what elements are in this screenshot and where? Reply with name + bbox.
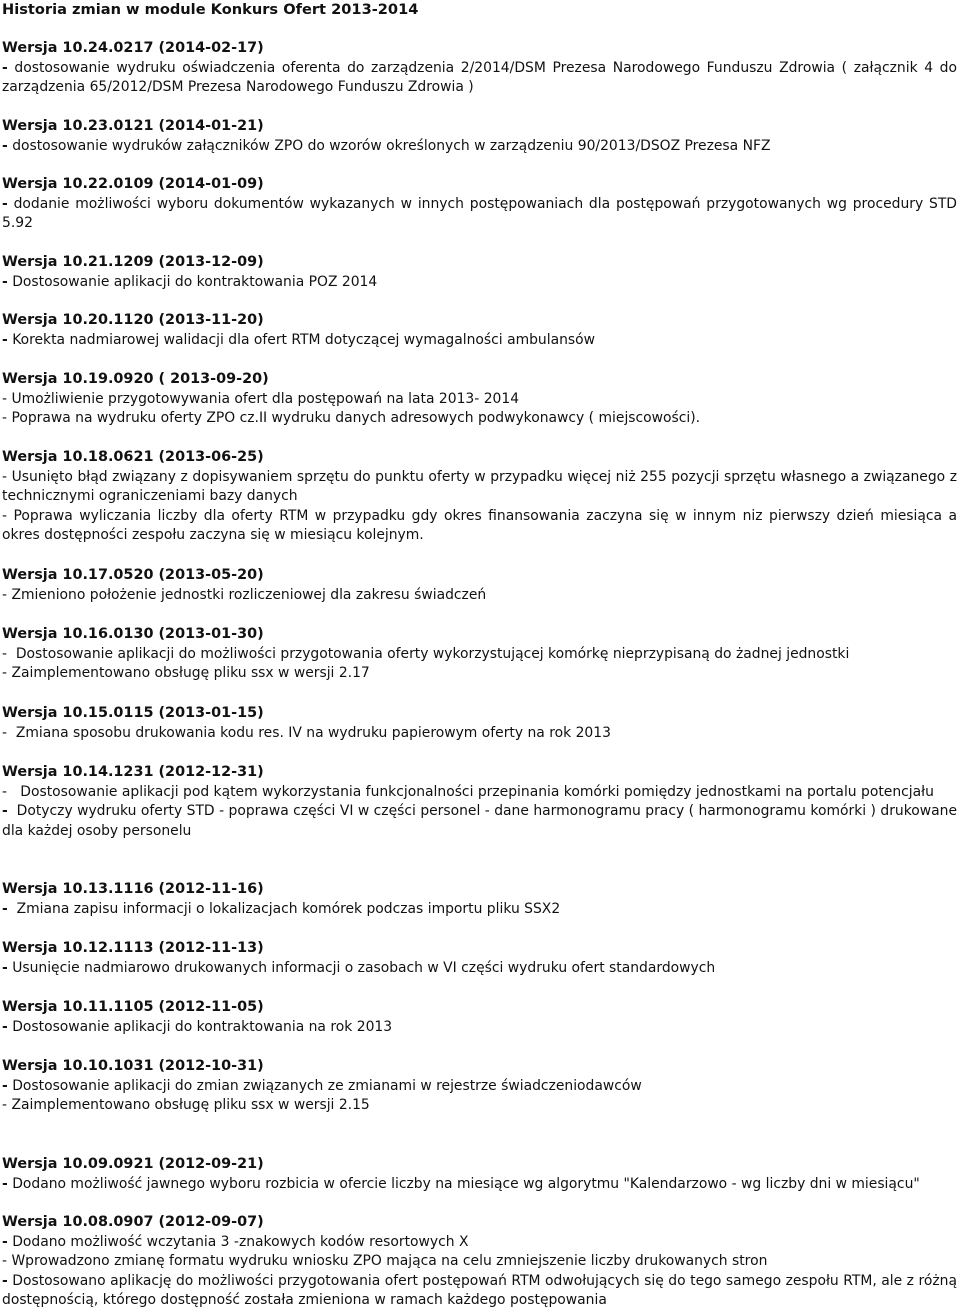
version-heading: Wersja 10.16.0130 (2013-01-30) <box>2 626 264 642</box>
version-block <box>2 253 957 292</box>
change-text: Dostosowanie aplikacji do zmian związanych ze zmianami w rejestrze świadczeniodawców <box>12 1077 642 1094</box>
change-text: Zaimplementowano obsługę pliku ssx w wersji 2.15 <box>11 1097 370 1113</box>
version-block <box>2 175 957 234</box>
change-item: - Dodano możliwość wczytania 3 -znakowych kodów resortowych X <box>2 1233 469 1250</box>
version-block <box>2 998 957 1037</box>
change-text: Dodano możliwość jawnego wyboru rozbicia w ofercie liczby na miesiące wg algorytmu "Kalendarzowo - wg liczby dni w miesiącu" <box>12 1175 920 1192</box>
change-text: Dostosowanie aplikacji do kontraktowania POZ 2014 <box>12 273 378 290</box>
change-text: Zmieniono położenie jednostki rozliczeniowej dla zakresu świadczeń <box>11 586 487 603</box>
version-block <box>2 370 957 429</box>
version-heading: Wersja 10.23.0121 (2014-01-21) <box>2 118 264 134</box>
version-block <box>2 448 957 546</box>
version-heading: Wersja 10.19.0920 ( 2013-09-20) <box>2 371 269 387</box>
change-item: - Usunięcie nadmiarowo drukowanych informacji o zasobach w VI części wydruku ofert standardowych <box>2 959 716 976</box>
change-text: Wprowadzono zmianę formatu wydruku wniosku ZPO mająca na celu zmniejszenie liczby drukowanych stron <box>11 1253 768 1269</box>
change-text: Poprawa wyliczania liczby dla oferty RTM w przypadku gdy okres finansowania zaczyna się w innym niz pierwszy dzień miesiąca a okres dostępności zespołu zaczyna się w miesiącu kolejnym. <box>2 507 957 543</box>
change-item: - dostosowanie wydruku oświadczenia oferenta do zarządzenia 2/2014/DSM Prezesa Narodowego Funduszu Zdrowia ( załącznik 4 do zarządzenia 65/2012/DSM Prezesa Narodowego Funduszu Zdrowia ) <box>2 59 957 95</box>
change-text: Dostosowanie aplikacji do kontraktowania na rok 2013 <box>12 1018 393 1035</box>
change-item: - Zmiana sposobu drukowania kodu res. IV na wydruku papierowym oferty na rok 2013 <box>2 724 611 741</box>
version-heading: Wersja 10.24.0217 (2014-02-17) <box>2 40 264 56</box>
version-heading: Wersja 10.22.0109 (2014-01-09) <box>2 176 264 192</box>
change-text: dostosowanie wydruku oświadczenia oferenta do zarządzenia 2/2014/DSM Prezesa Narodowego Funduszu Zdrowia ( załącznik 4 do zarządzenia 65/2012/DSM Prezesa Narodowego Funduszu Zdrowia ) <box>2 59 957 95</box>
version-block <box>2 39 957 98</box>
change-text: Zmiana sposobu drukowania kodu res. IV na wydruku papierowym oferty na rok 2013 <box>15 724 611 741</box>
change-item: - Umożliwienie przygotowywania ofert dla postępowań na lata 2013- 2014 <box>2 390 520 407</box>
change-item: - Dotyczy wydruku oferty STD - poprawa części VI w części personel - dane harmonogramu pracy ( harmonogramu komórki ) drukowane dla każdej osoby personelu <box>2 803 957 839</box>
change-text: Zaimplementowano obsługę pliku ssx w wersji 2.17 <box>11 665 370 681</box>
change-item: - Dostosowano aplikację do możliwości przygotowania ofert postępowań RTM odwołujących się do tego samego zespołu RTM, ale z różną dostępnością, którego dostępność została zmieniona w ramach każdego postępowania <box>2 1272 957 1308</box>
version-heading: Wersja 10.11.1105 (2012-11-05) <box>2 999 264 1015</box>
version-block <box>2 763 957 841</box>
change-text: Dostosowanie aplikacji pod kątem wykorzystania funkcjonalności przepinania komórki pomiędzy jednostkami na portalu potencjału <box>20 783 934 800</box>
change-item: - Wprowadzono zmianę formatu wydruku wniosku ZPO mająca na celu zmniejszenie liczby drukowanych stron <box>2 1253 768 1269</box>
version-heading: Wersja 10.21.1209 (2013-12-09) <box>2 254 264 270</box>
version-heading: Wersja 10.14.1231 (2012-12-31) <box>2 764 264 780</box>
version-heading: Wersja 10.15.0115 (2013-01-15) <box>2 705 264 721</box>
change-item: - dostosowanie wydruków załączników ZPO do wzorów określonych w zarządzeniu 90/2013/DSOZ Prezesa NFZ <box>2 137 771 154</box>
change-text: dodanie możliwości wyboru dokumentów wykazanych w innych postępowaniach dla postępowań przygotowanych wg procedury STD 5.92 <box>2 195 958 231</box>
version-heading: Wersja 10.09.0921 (2012-09-21) <box>2 1156 264 1172</box>
change-text: Dotyczy wydruku oferty STD - poprawa części VI w części personel - dane harmonogramu pracy ( harmonogramu komórki ) drukowane dla każdej osoby personelu <box>2 803 957 839</box>
version-heading: Wersja 10.18.0621 (2013-06-25) <box>2 449 264 465</box>
document-title: Historia zmian w module Konkurs Ofert 2013-2014 <box>2 1 419 18</box>
version-block <box>2 566 957 605</box>
change-text: Dodano możliwość wczytania 3 -znakowych kodów resortowych X <box>12 1233 469 1250</box>
change-item: - Dostosowanie aplikacji do kontraktowania na rok 2013 <box>2 1018 393 1035</box>
version-block <box>2 117 957 156</box>
version-heading: Wersja 10.08.0907 (2012-09-07) <box>2 1214 264 1230</box>
version-heading: Wersja 10.12.1113 (2012-11-13) <box>2 940 264 956</box>
change-item: - Zmieniono położenie jednostki rozliczeniowej dla zakresu świadczeń <box>2 586 487 603</box>
change-item: - Dostosowanie aplikacji pod kątem wykorzystania funkcjonalności przepinania komórki pomiędzy jednostkami na portalu potencjału <box>2 783 934 800</box>
change-text: Korekta nadmiarowej walidacji dla ofert RTM dotyczącej wymagalności ambulansów <box>12 331 596 348</box>
change-item: - Zmiana zapisu informacji o lokalizacjach komórek podczas importu pliku SSX2 <box>2 900 561 917</box>
version-block <box>2 1155 957 1194</box>
change-item: - Dodano możliwość jawnego wyboru rozbicia w ofercie liczby na miesiące wg algorytmu "Kalendarzowo - wg liczby dni w miesiącu" <box>2 1175 920 1192</box>
change-item: - Dostosowanie aplikacji do możliwości przygotowania oferty wykorzystującej komórkę nieprzypisaną do żadnej jednostki <box>2 645 850 662</box>
change-item: - Dostosowanie aplikacji do zmian związanych ze zmianami w rejestrze świadczeniodawców <box>2 1077 642 1094</box>
change-text: dostosowanie wydruków załączników ZPO do wzorów określonych w zarządzeniu 90/2013/DSOZ Prezesa NFZ <box>12 137 771 154</box>
change-text: Umożliwienie przygotowywania ofert dla postępowań na lata 2013- 2014 <box>11 390 520 407</box>
change-text: Dostosowanie aplikacji do możliwości przygotowania oferty wykorzystującej komórkę nieprzypisaną do żadnej jednostki <box>15 645 850 662</box>
version-heading: Wersja 10.20.1120 (2013-11-20) <box>2 312 264 328</box>
version-block <box>2 1213 957 1311</box>
change-text: Poprawa na wydruku oferty ZPO cz.II wydruku danych adresowych podwykonawcy ( miejscowości). <box>11 410 701 426</box>
change-item: - Zaimplementowano obsługę pliku ssx w wersji 2.15 <box>2 1097 370 1113</box>
change-text: Usunięcie nadmiarowo drukowanych informacji o zasobach w VI części wydruku ofert standardowych <box>12 959 716 976</box>
change-text: Usunięto błąd związany z dopisywaniem sprzętu do punktu oferty w przypadku więcej niż 255 pozycji sprzętu własnego a związanego z technicznymi ograniczeniami bazy danych <box>2 468 957 504</box>
change-item: - Dostosowanie aplikacji do kontraktowania POZ 2014 <box>2 273 378 290</box>
version-heading: Wersja 10.10.1031 (2012-10-31) <box>2 1058 264 1074</box>
version-block <box>2 939 957 978</box>
change-text: Zmiana zapisu informacji o lokalizacjach komórek podczas importu pliku SSX2 <box>16 900 561 917</box>
change-item: - Zaimplementowano obsługę pliku ssx w wersji 2.17 <box>2 665 370 681</box>
version-block <box>2 311 957 350</box>
version-block <box>2 704 957 743</box>
change-item: - dodanie możliwości wyboru dokumentów wykazanych w innych postępowaniach dla postępowań przygotowanych wg procedury STD 5.92 <box>2 195 958 231</box>
version-block <box>2 1057 957 1116</box>
version-block <box>2 625 957 684</box>
change-item: - Korekta nadmiarowej walidacji dla ofert RTM dotyczącej wymagalności ambulansów <box>2 331 596 348</box>
change-text: Dostosowano aplikację do możliwości przygotowania ofert postępowań RTM odwołujących się do tego samego zespołu RTM, ale z różną dostępnością, którego dostępność została zmieniona w ramach każdego postępowania <box>2 1272 957 1308</box>
change-item: - Usunięto błąd związany z dopisywaniem sprzętu do punktu oferty w przypadku więcej niż 255 pozycji sprzętu własnego a związanego z technicznymi ograniczeniami bazy danych <box>2 468 957 504</box>
change-item: - Poprawa na wydruku oferty ZPO cz.II wydruku danych adresowych podwykonawcy ( miejscowości). <box>2 410 701 426</box>
version-block <box>2 880 957 919</box>
version-heading: Wersja 10.13.1116 (2012-11-16) <box>2 881 264 897</box>
change-item: - Poprawa wyliczania liczby dla oferty RTM w przypadku gdy okres finansowania zaczyna się w innym niz pierwszy dzień miesiąca a okres dostępności zespołu zaczyna się w miesiącu kolejnym. <box>2 507 957 543</box>
version-heading: Wersja 10.17.0520 (2013-05-20) <box>2 567 264 583</box>
